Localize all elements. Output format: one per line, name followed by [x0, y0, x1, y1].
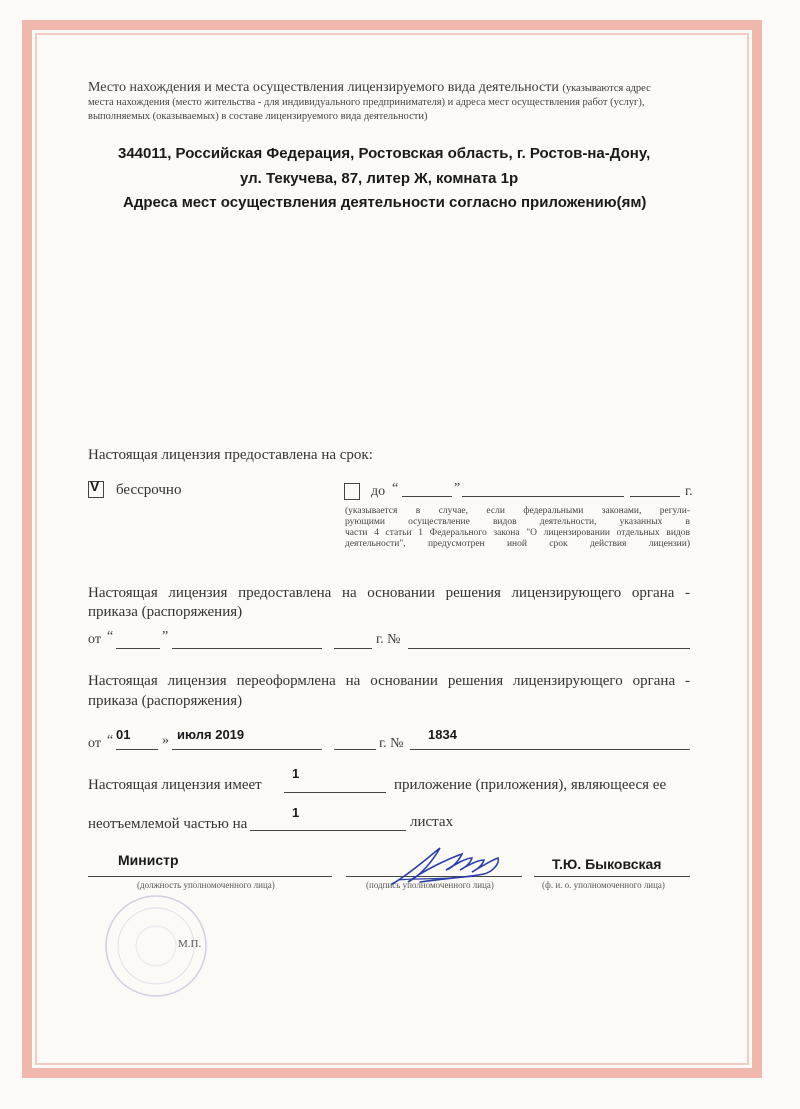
appendix-sheets: 1 — [292, 805, 300, 820]
address-line-1: 344011, Российская Федерация, Ростовская область, г. Ростов-на-Дону, — [118, 145, 651, 162]
reissued-number-line — [410, 749, 690, 750]
reissued-day-line — [116, 749, 158, 750]
granted-day-line — [116, 648, 160, 649]
checkmark: V — [90, 478, 100, 494]
name-caption: (ф. и. о. уполномоченного лица) — [542, 880, 665, 890]
until-open-quote: “ — [392, 481, 399, 496]
until-year-suffix: г. — [685, 484, 693, 499]
stamp-label: М.П. — [178, 938, 202, 950]
until-close-quote: ” — [454, 481, 461, 496]
until-month-line — [462, 496, 624, 497]
handwritten-signature — [380, 840, 520, 892]
term-note-2: рующими осуществление видов деятельности, указанных в — [345, 517, 690, 527]
granted-month-line — [172, 648, 322, 649]
appendix-line-1-end: приложение (приложения), являющееся ее — [394, 777, 667, 793]
appendix-line-2-end: листах — [410, 814, 454, 830]
granted-number-line — [408, 648, 690, 649]
reissued-open-quote: “ — [107, 733, 114, 748]
until-label: до — [371, 484, 386, 499]
signatory-name: Т.Ю. Быковская — [552, 856, 662, 872]
reissued-day: 01 — [116, 727, 131, 742]
header-line-2: места нахождения (место жительства - для индивидуального предпринимателя) и адреса мест осуществления работ (услуг), — [88, 97, 645, 108]
granted-number-label: г. № — [376, 632, 401, 647]
appendix-count-line — [284, 792, 386, 793]
reissued-line-1: Настоящая лицензия переоформлена на основании решения лицензирующего органа - — [88, 673, 690, 689]
term-note-4: деятельности", предусмотрен иной срок действия лицензии) — [345, 539, 690, 549]
signatory-position: Министр — [118, 852, 179, 868]
header-line-1: Место нахождения и места осуществления лицензируемого вида деятельности (указываются адрес — [88, 80, 651, 95]
until-checkbox[interactable] — [344, 483, 360, 500]
granted-close-quote: ” — [162, 629, 169, 644]
header-line-3: выполняемых (оказываемых) в составе лицензируемого вида деятельности) — [88, 111, 428, 122]
term-label: Настоящая лицензия предоставлена на срок: — [88, 447, 373, 463]
reissued-month-year: июля 2019 — [177, 727, 245, 742]
term-note-1: (указывается в случае, если федеральными законами, регули- — [345, 506, 690, 516]
reissued-number-label: г. № — [379, 736, 404, 751]
reissued-close-quote: » — [162, 733, 169, 748]
indefinite-checkbox[interactable] — [88, 478, 104, 498]
address-line-3: Адреса мест осуществления деятельности согласно приложению(ям) — [123, 194, 647, 211]
reissued-number: 1834 — [428, 727, 457, 742]
name-line — [534, 876, 690, 877]
granted-line-1: Настоящая лицензия предоставлена на основании решения лицензирующего органа - — [88, 585, 690, 601]
address-line-2: ул. Текучева, 87, литер Ж, комната 1р — [240, 170, 519, 187]
granted-line-2: приказа (распоряжения) — [88, 604, 243, 620]
until-year-line — [630, 496, 680, 497]
reissued-year-line — [334, 749, 376, 750]
position-caption: (должность уполномоченного лица) — [137, 880, 275, 890]
reissued-line-2: приказа (распоряжения) — [88, 693, 243, 709]
appendix-count: 1 — [292, 766, 300, 781]
appendix-line-1-start: Настоящая лицензия имеет — [88, 777, 262, 793]
official-stamp — [94, 890, 224, 1000]
reissued-from-label: от — [88, 736, 101, 751]
granted-year-line — [334, 648, 372, 649]
indefinite-label: бессрочно — [116, 482, 182, 498]
granted-open-quote: “ — [107, 629, 114, 644]
granted-from-label: от — [88, 632, 101, 647]
appendix-line-2-start: неотъемлемой частью на — [88, 816, 248, 832]
reissued-month-line — [172, 749, 322, 750]
until-day-line — [402, 496, 452, 497]
signature-caption: (подпись уполномоченного лица) — [366, 880, 494, 890]
position-line — [88, 876, 332, 877]
appendix-sheets-line — [250, 830, 406, 831]
term-note-3: части 4 статьи 1 Федерального закона "О лицензировании отдельных видов — [345, 528, 690, 538]
